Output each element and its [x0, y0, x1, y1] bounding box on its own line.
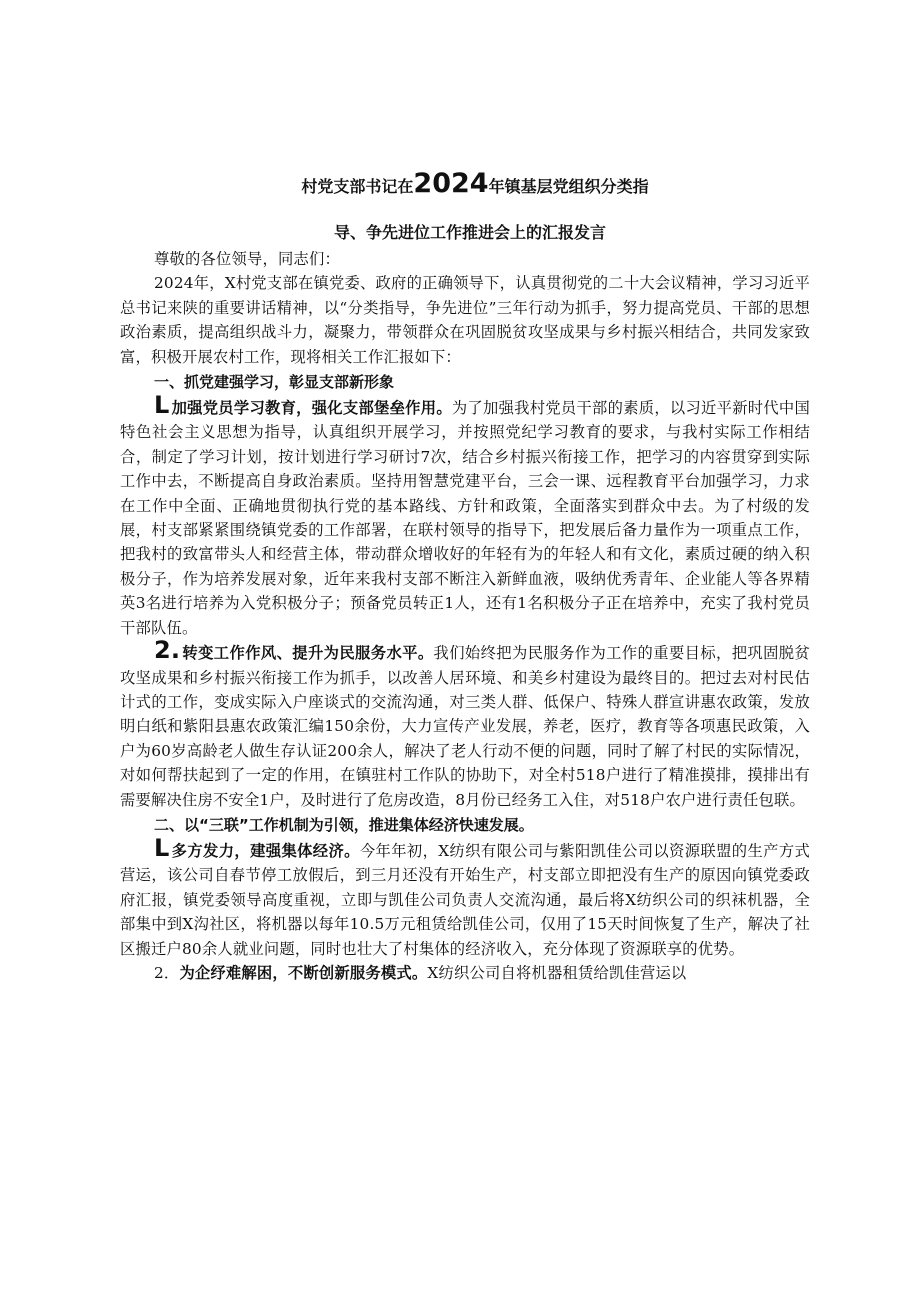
intro-paragraph: 2024年，X村党支部在镇党委、政府的正确领导下，认真贯彻党的二十大会议精神，学习习近平总书记来陕的重要讲话精神，以“分类指导，争先进位”三年行动为抓手，努力提高党员、干部的思想政治素质，提高组织战斗力，凝聚力，带领群众在巩固脱贫攻坚成果与乡村振兴相结合，共同发家致富，积极开展农村工作，现将相关工作汇报如下： [120, 274, 810, 366]
item-lead: 加强党员学习教育，强化支部堡垒作用。 [171, 399, 452, 418]
section-2-item-2 [120, 961, 810, 985]
document-page [120, 166, 810, 985]
item-body: 我们始终把为民服务作为工作的重要目标，把巩固脱贫攻坚成果和乡村振兴衔接工作为抓手，以改善人居环境、和美乡村建设为最终目的。把过去对村民估计式的工作，变成实际入户座谈式的交流沟通，对三类人群、低保户、特殊人群宣讲惠农政策，发放明白纸和紫阳县惠农政策汇编150余份，大力宣传产业发展，养老，医疗，教育等各项惠民政策，入户为60岁高龄老人做生存认证200余人，解决了老人行动不便的问题，同时了解了村民的实际情况，对如何帮扶起到了一定的作用，在镇驻村工作队的协助下，对全村518户进行了精准摸排，摸排出有需要解决住房不安全1户，及时进行了危房改造，8月份已经务工入住，对518户农户进行责任包联。 [120, 644, 810, 809]
salutation: 尊敬的各位领导，同志们： [154, 250, 340, 268]
item-body: 为了加强我村党员干部的素质，以习近平新时代中国特色社会主义思想为指导，认真组织开展学习，并按照党纪学习教育的要求，与我村实际工作相结合，制定了学习计划，按计划进行学习研讨7次，结合乡村振兴衔接工作，把学习的内容贯穿到实际工作中去，不断提高自身政治素质。坚持用智慧党建平台，三会一课、远程教育平台加强学习，力求在工作中全面、正确地贯彻执行党的基本路线、方针和政策，全面落实到群众中去。为了村级的发展，村支部紧紧围绕镇党委的工作部署，在联村领导的指导下，把发展后备力量作为一项重点工作，把我村的致富带头人和经营主体，带动群众增收好的年轻有为的年轻人和有文化，素质过硬的纳入积极分子，作为培养发展对象，近年来我村支部不断注入新鲜血液，吸纳优秀青年、企业能人等各界精英3名进行培养为入党积极分子；预备党员转正1人，还有1名积极分子正在培养中，充实了我村党员干部队伍。 [120, 399, 810, 637]
item-lead: 为企纾难解困，不断创新服务模式。 [179, 963, 428, 982]
item-marker: L [154, 391, 170, 420]
document-title-line-2: 导、争先进位工作推进会上的汇报发言 [333, 223, 606, 242]
title-suffix: 年镇基层党组织分类指 [488, 177, 649, 196]
section-1-heading: 一、抓党建强学习，彰显支部新形象 [154, 373, 395, 392]
item-lead: 转变工作作风、提升为民服务水平。 [182, 644, 434, 663]
item-marker: 2． [154, 963, 180, 982]
document-title-line-1 [120, 168, 810, 199]
item-lead: 多方发力，建强集体经济。 [171, 841, 360, 860]
item-body: 今年年初，X纺织有限公司与紫阳凯佳公司以资源联盟的生产方式营运，该公司自春节停工放假后，到三月还没有开始生产，村支部立即把没有生产的原因向镇党委政府汇报，镇党委领导高度重视，立即与凯佳公司负责人交流沟通，最后将X纺织公司的织袜机器，全部集中到X沟社区，将机器以每年10.5万元租赁给凯佳公司，仅用了15天时间恢复了生产，解决了社区搬迁户80余人就业问题，同时也壮大了村集体的经济收入，充分体现了资源联享的优势。 [120, 841, 810, 958]
section-2-item-1 [120, 833, 810, 961]
section-2-heading: 二、以“三联”工作机制为引领，推进集体经济快速发展。 [154, 815, 534, 834]
section-1-item-1 [120, 391, 810, 640]
item-marker: 2. [154, 636, 181, 665]
title-prefix: 村党支部书记在 [301, 177, 414, 196]
item-marker: L [154, 833, 170, 862]
item-body: X纺织公司自将机器租赁给凯佳营运以 [427, 963, 687, 982]
title-year: 2024 [413, 168, 489, 199]
section-1-item-2 [120, 636, 810, 812]
